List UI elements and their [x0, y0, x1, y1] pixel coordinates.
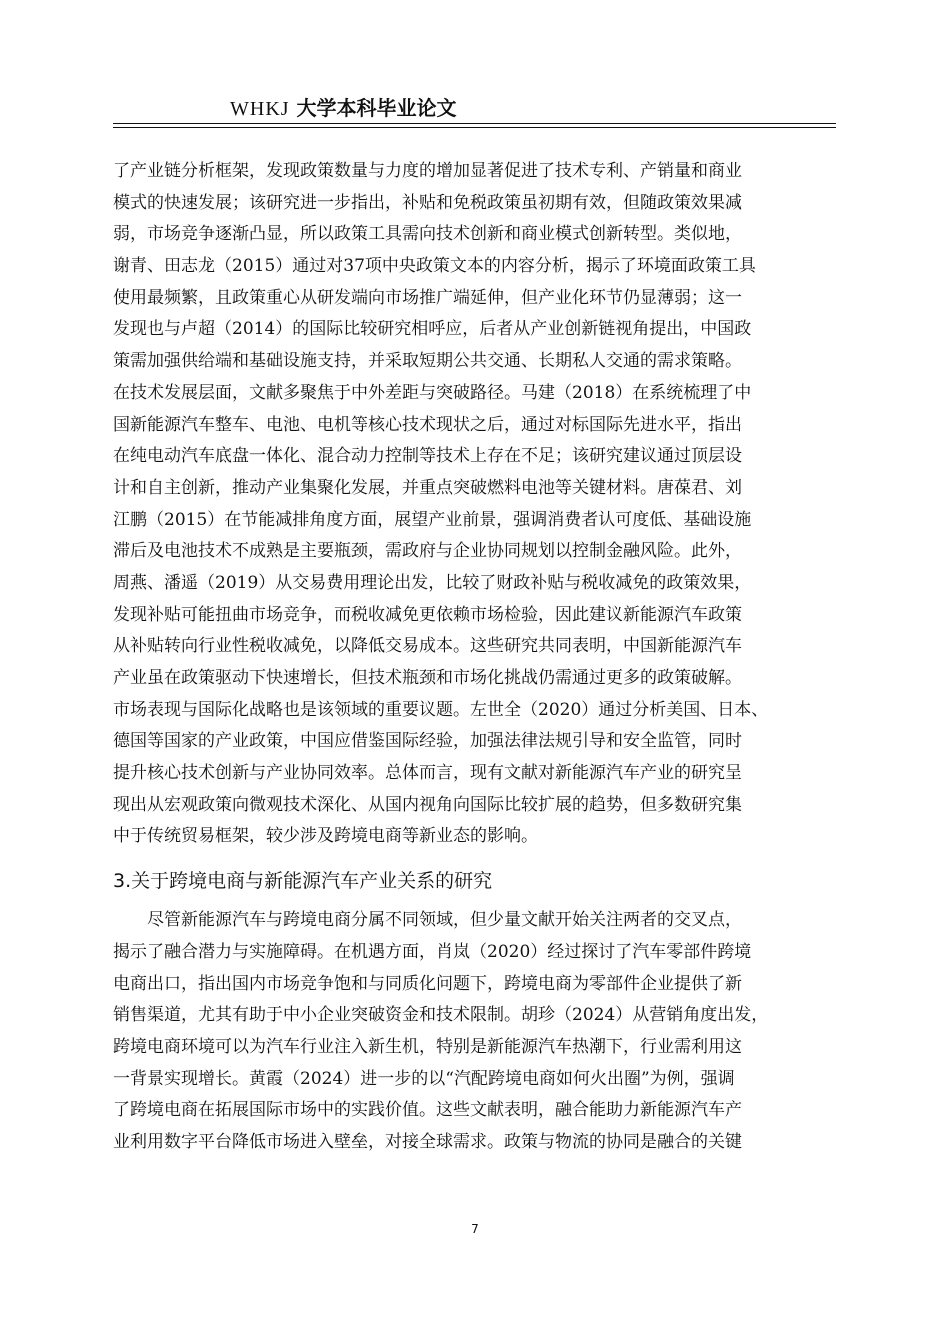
text-line: 弱，市场竞争逐渐凸显，所以政策工具需向技术创新和商业模式创新转型。类似地， — [113, 224, 742, 245]
text-line: 滞后及电池技术不成熟是主要瓶颈，需政府与企业协同规划以控制金融风险。此外， — [113, 541, 742, 562]
text-line: 周燕、潘遥（2019）从交易费用理论出发，比较了财政补贴与税收减免的政策效果， — [113, 572, 752, 593]
section-heading: 3.关于跨境电商与新能源汽车产业关系的研究 — [113, 870, 493, 893]
page-number: 7 — [471, 1222, 479, 1236]
body-paragraph-2 — [113, 905, 836, 1159]
header-title: 大学本科毕业论文 — [296, 96, 457, 120]
body-paragraph-1 — [113, 156, 836, 853]
text-line: 发现也与卢超（2014）的国际比较研究相呼应，后者从产业创新链视角提出，中国政 — [113, 319, 752, 340]
text-line: 业利用数字平台降低市场进入壁垒，对接全球需求。政策与物流的协同是融合的关键 — [113, 1131, 742, 1152]
text-line: 了产业链分析框架，发现政策数量与力度的增加显著促进了技术专利、产销量和商业 — [113, 161, 742, 181]
header-rule-bottom — [113, 127, 836, 128]
running-header — [230, 92, 790, 122]
text-line: 使用最频繁，且政策重心从研发端向市场推广端延伸，但产业化环节仍显薄弱；这一 — [113, 287, 742, 308]
text-line: 中于传统贸易框架，较少涉及跨境电商等新业态的影响。 — [113, 826, 538, 847]
text-line: 在技术发展层面，文献多聚焦于中外差距与突破路径。马建（2018）在系统梳理了中 — [113, 382, 752, 403]
text-line: 市场表现与国际化战略也是该领域的重要议题。左世全（2020）通过分析美国、日本、 — [113, 699, 769, 720]
text-line: 在纯电动汽车底盘一体化、混合动力控制等技术上存在不足；该研究建议通过顶层设 — [113, 446, 742, 467]
header-rule-top — [113, 123, 836, 124]
text-line: 现出从宏观政策向微观技术深化、从国内视角向国际比较扩展的趋势，但多数研究集 — [113, 794, 742, 815]
text-line: 揭示了融合潜力与实施障碍。在机遇方面，肖岚（2020）经过探讨了汽车零部件跨境 — [113, 941, 752, 962]
page-content — [113, 156, 836, 1159]
text-line: 模式的快速发展；该研究进一步指出，补贴和免税政策虽初期有效，但随政策效果减 — [113, 192, 742, 213]
text-line: 提升核心技术创新与产业协同效率。总体而言，现有文献对新能源汽车产业的研究呈 — [113, 763, 742, 784]
text-line: 德国等国家的产业政策，中国应借鉴国际经验，加强法律法规引导和安全监管，同时 — [113, 731, 742, 752]
text-line: 从补贴转向行业性税收减免，以降低交易成本。这些研究共同表明，中国新能源汽车 — [113, 636, 742, 657]
text-line: 销售渠道，尤其有助于中小企业突破资金和技术限制。胡珍（2024）从营销角度出发， — [113, 1005, 769, 1026]
text-line: 尽管新能源汽车与跨境电商分属不同领域，但少量文献开始关注两者的交叉点， — [113, 910, 742, 931]
text-line: 计和自主创新，推动产业集聚化发展，并重点突破燃料电池等关键材料。唐葆君、刘 — [113, 477, 742, 498]
text-line: 谢青、田志龙（2015）通过对37项中央政策文本的内容分析，揭示了环境面政策工具 — [113, 256, 756, 277]
text-line: 发现补贴可能扭曲市场竞争，而税收减免更依赖市场检验，因此建议新能源汽车政策 — [113, 604, 742, 625]
text-line: 跨境电商环境可以为汽车行业注入新生机，特别是新能源汽车热潮下，行业需利用这 — [113, 1036, 742, 1057]
header-code: WHKJ — [230, 98, 290, 120]
text-line: 电商出口，指出国内市场竞争饱和与同质化问题下，跨境电商为零部件企业提供了新 — [113, 973, 742, 994]
text-line: 江鹏（2015）在节能减排角度方面，展望产业前景，强调消费者认可度低、基础设施 — [113, 509, 752, 530]
text-line: 一背景实现增长。黄霞（2024）进一步的以“汽配跨境电商如何火出圈”为例，强调 — [113, 1068, 735, 1089]
text-line: 策需加强供给端和基础设施支持，并采取短期公共交通、长期私人交通的需求策略。 — [113, 351, 742, 372]
text-line: 了跨境电商在拓展国际市场中的实践价值。这些文献表明，融合能助力新能源汽车产 — [113, 1100, 742, 1121]
text-line: 国新能源汽车整车、电池、电机等核心技术现状之后，通过对标国际先进水平，指出 — [113, 414, 742, 435]
text-line: 产业虽在政策驱动下快速增长，但技术瓶颈和市场化挑战仍需通过更多的政策破解。 — [113, 668, 742, 688]
